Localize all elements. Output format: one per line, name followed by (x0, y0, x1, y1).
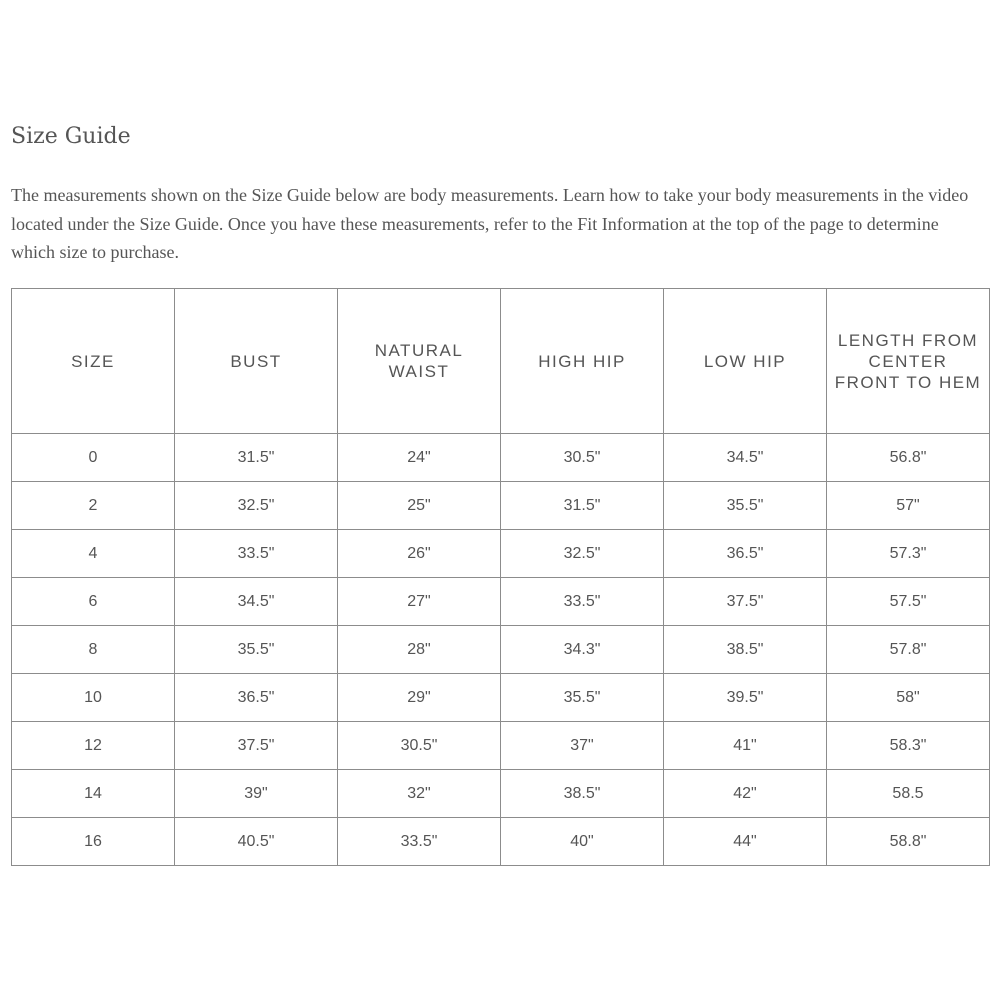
cell-bust: 37.5" (175, 722, 338, 770)
header-natural-waist: NATURAL WAIST (338, 289, 501, 434)
cell-size: 12 (12, 722, 175, 770)
cell-natural-waist: 24" (338, 434, 501, 482)
cell-natural-waist: 28" (338, 626, 501, 674)
table-row (12, 530, 990, 578)
header-high-hip: HIGH HIP (501, 289, 664, 434)
header-length: LENGTH FROM CENTER FRONT TO HEM (827, 289, 990, 434)
header-size: SIZE (12, 289, 175, 434)
table-row (12, 722, 990, 770)
cell-length: 57.3" (827, 530, 990, 578)
cell-bust: 34.5" (175, 578, 338, 626)
table-header (12, 289, 990, 434)
cell-high-hip: 34.3" (501, 626, 664, 674)
cell-bust: 33.5" (175, 530, 338, 578)
cell-length: 58" (827, 674, 990, 722)
cell-low-hip: 39.5" (664, 674, 827, 722)
cell-bust: 32.5" (175, 482, 338, 530)
cell-low-hip: 38.5" (664, 626, 827, 674)
cell-low-hip: 41" (664, 722, 827, 770)
cell-natural-waist: 29" (338, 674, 501, 722)
cell-low-hip: 35.5" (664, 482, 827, 530)
cell-natural-waist: 30.5" (338, 722, 501, 770)
cell-natural-waist: 32" (338, 770, 501, 818)
table-row (12, 626, 990, 674)
cell-size: 6 (12, 578, 175, 626)
cell-low-hip: 42" (664, 770, 827, 818)
cell-size: 2 (12, 482, 175, 530)
cell-bust: 40.5" (175, 818, 338, 866)
table-row (12, 482, 990, 530)
cell-bust: 36.5" (175, 674, 338, 722)
cell-high-hip: 35.5" (501, 674, 664, 722)
cell-high-hip: 33.5" (501, 578, 664, 626)
cell-length: 57" (827, 482, 990, 530)
cell-low-hip: 34.5" (664, 434, 827, 482)
cell-high-hip: 31.5" (501, 482, 664, 530)
cell-natural-waist: 27" (338, 578, 501, 626)
table-row (12, 578, 990, 626)
cell-natural-waist: 25" (338, 482, 501, 530)
cell-length: 56.8" (827, 434, 990, 482)
cell-size: 16 (12, 818, 175, 866)
size-guide-table (11, 288, 990, 866)
table-row (12, 770, 990, 818)
cell-high-hip: 38.5" (501, 770, 664, 818)
header-bust: BUST (175, 289, 338, 434)
cell-low-hip: 44" (664, 818, 827, 866)
cell-length: 57.8" (827, 626, 990, 674)
cell-high-hip: 30.5" (501, 434, 664, 482)
cell-bust: 31.5" (175, 434, 338, 482)
cell-bust: 35.5" (175, 626, 338, 674)
cell-low-hip: 36.5" (664, 530, 827, 578)
cell-length: 58.8" (827, 818, 990, 866)
cell-size: 8 (12, 626, 175, 674)
header-row (12, 289, 990, 434)
header-low-hip: LOW HIP (664, 289, 827, 434)
cell-natural-waist: 33.5" (338, 818, 501, 866)
cell-size: 14 (12, 770, 175, 818)
cell-high-hip: 37" (501, 722, 664, 770)
intro-paragraph: The measurements shown on the Size Guide below are body measurements. Learn how to take your body measurements in the video located under the Size Guide. Once you have these measurements, refer to the Fit Information at the top of the page to determine which size to purchase. (11, 185, 969, 262)
cell-low-hip: 37.5" (664, 578, 827, 626)
cell-size: 10 (12, 674, 175, 722)
cell-high-hip: 40" (501, 818, 664, 866)
cell-high-hip: 32.5" (501, 530, 664, 578)
cell-bust: 39" (175, 770, 338, 818)
table-row (12, 674, 990, 722)
cell-length: 58.5 (827, 770, 990, 818)
page-title: Size Guide (11, 124, 131, 149)
table-body (12, 434, 990, 866)
cell-size: 4 (12, 530, 175, 578)
table-row (12, 434, 990, 482)
cell-size: 0 (12, 434, 175, 482)
cell-length: 58.3" (827, 722, 990, 770)
table-row (12, 818, 990, 866)
cell-length: 57.5" (827, 578, 990, 626)
cell-natural-waist: 26" (338, 530, 501, 578)
